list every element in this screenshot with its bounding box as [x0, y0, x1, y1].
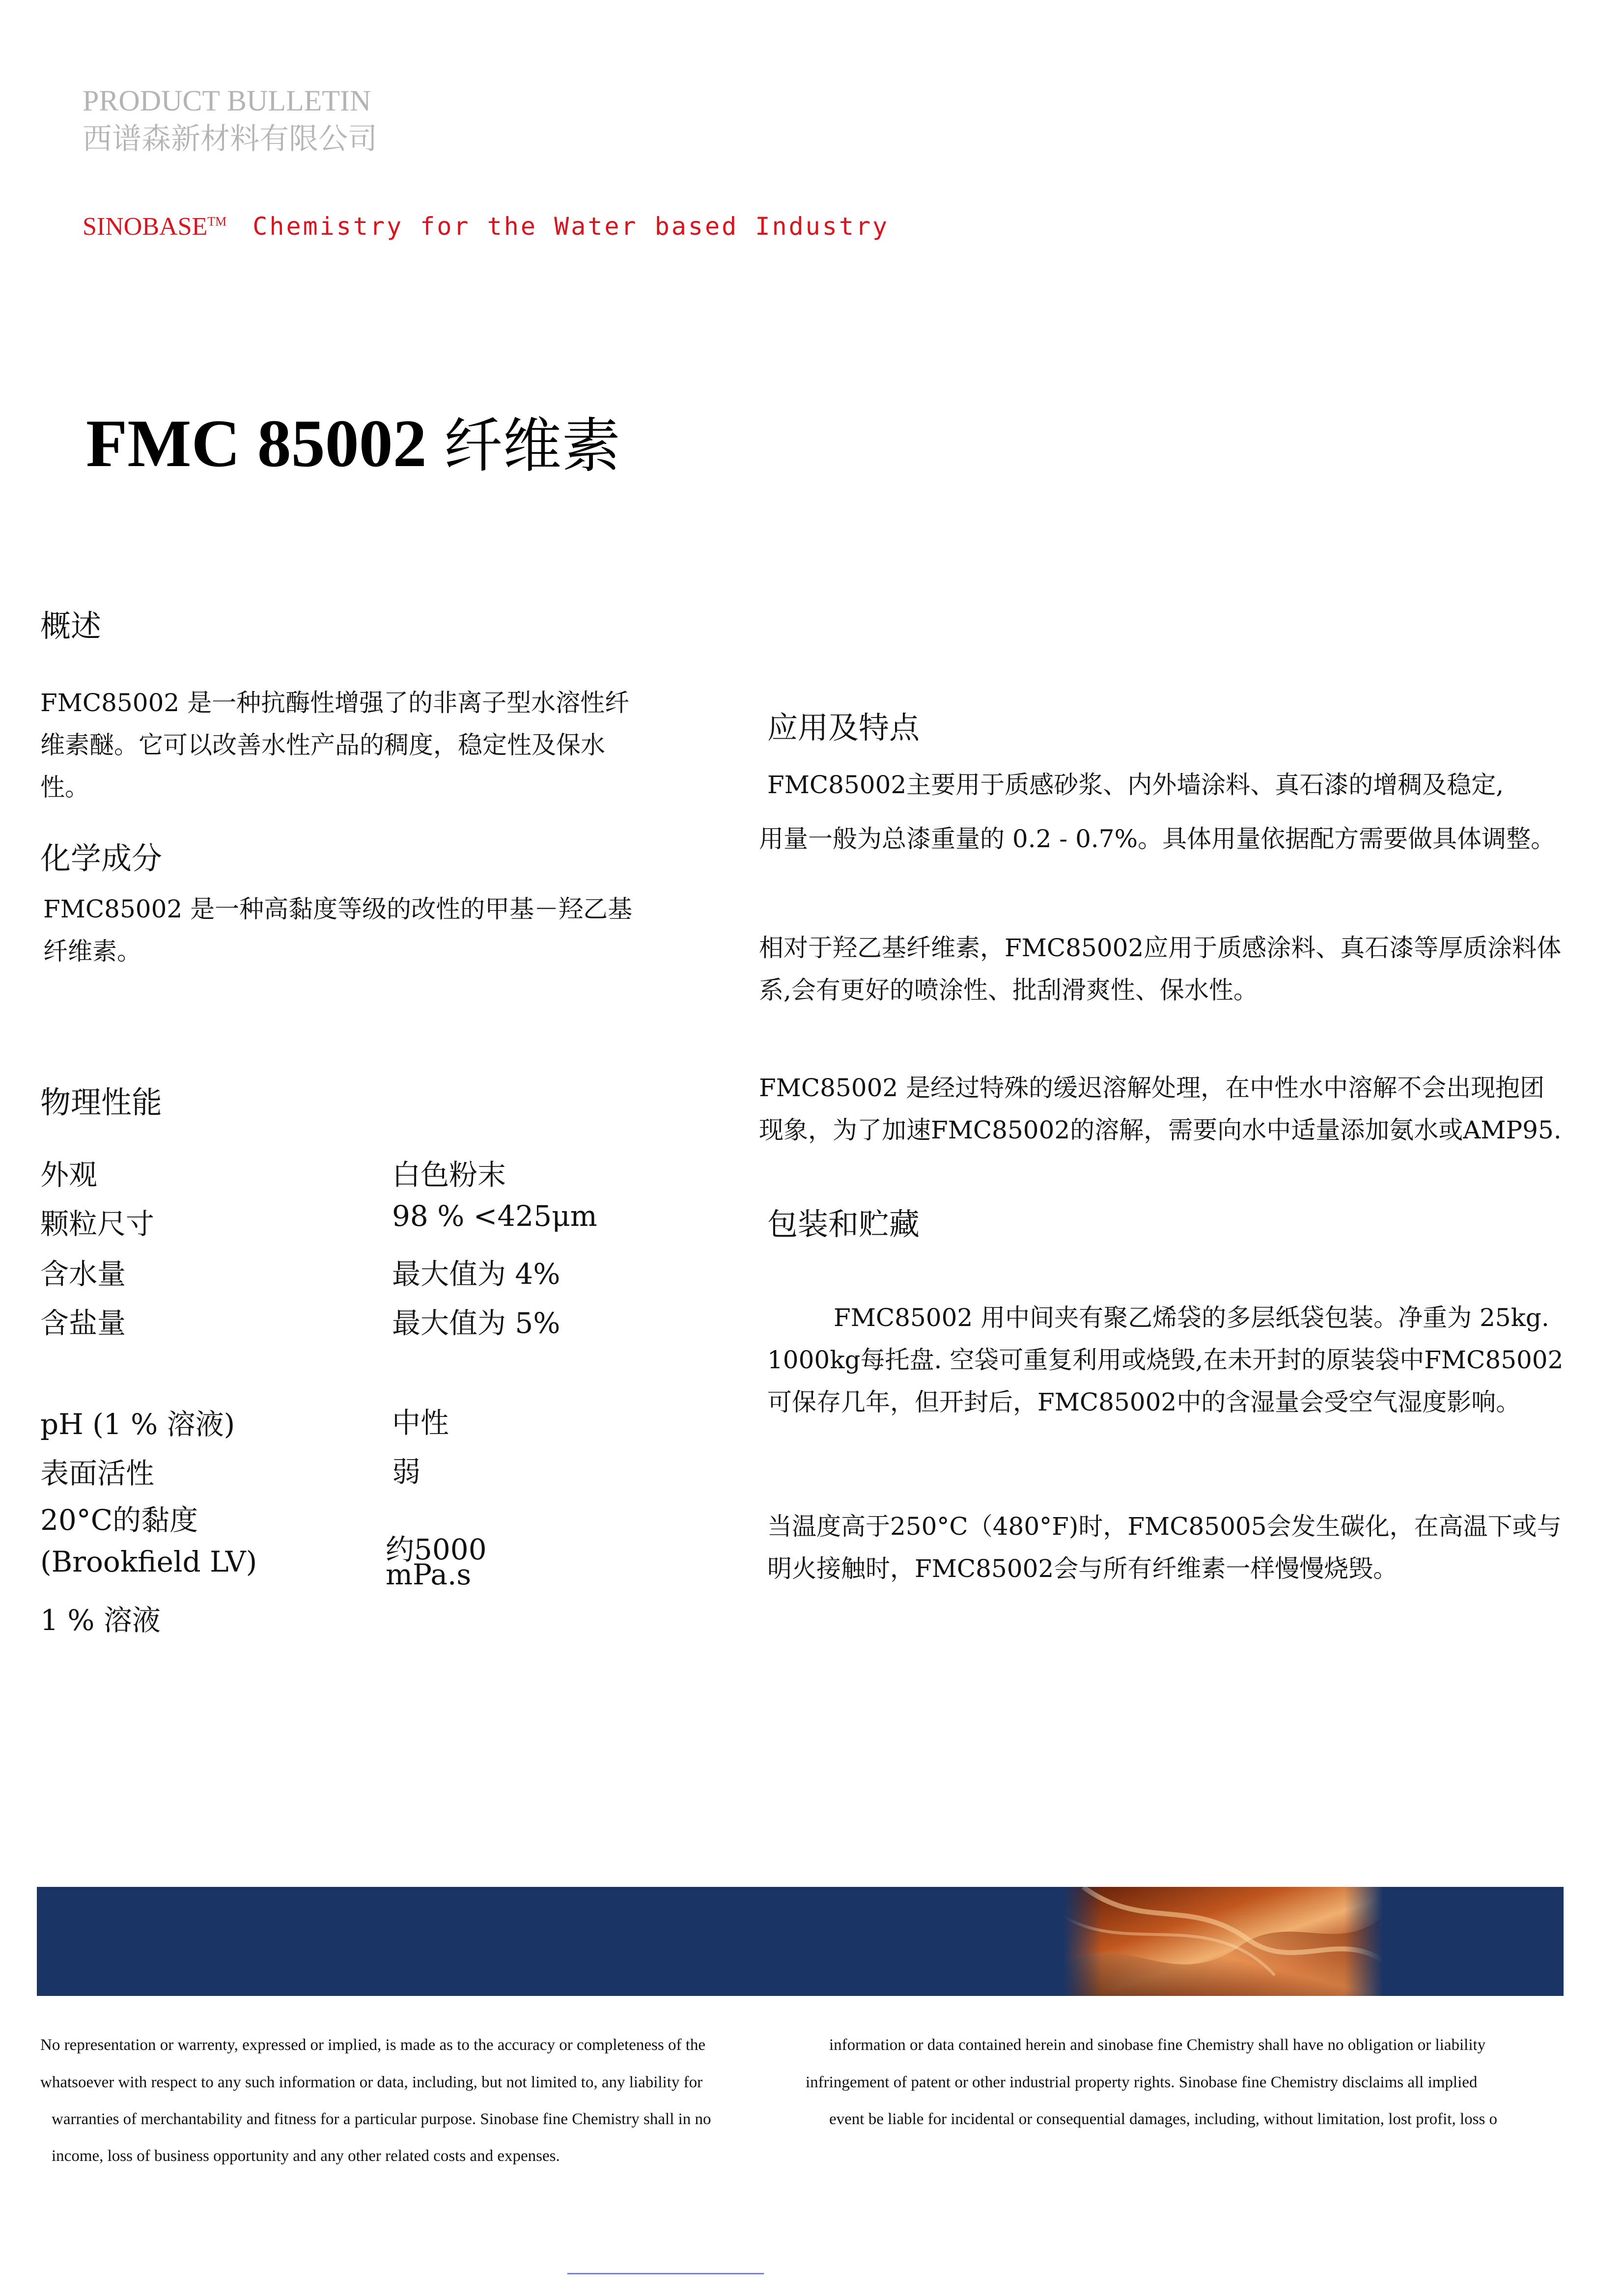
text-line: 维素醚。它可以改善水性产品的稠度，稳定性及保水: [40, 731, 605, 759]
prop-label-viscosity-2: (Brookfield LV): [40, 1545, 257, 1578]
brand-name: SINOBASE: [83, 213, 208, 241]
footer-banner: [37, 1887, 1564, 1996]
prop-value-ph: 中性: [392, 1406, 449, 1439]
text-line: 纤维素。: [43, 937, 141, 966]
packaging-para-2: [767, 1505, 1602, 1590]
prop-label-moisture: 含水量: [40, 1257, 126, 1291]
prop-label-appearance: 外观: [40, 1158, 98, 1191]
applications-para-2: [759, 927, 1594, 1011]
decorative-fabric-image: [1063, 1887, 1383, 1996]
applications-para-1-line-1: FMC85002主要用于质感砂浆、内外墙涂料、真石漆的增稠及稳定,: [767, 771, 1504, 799]
physical-heading: 物理性能: [40, 1084, 163, 1120]
composition-text: [43, 888, 682, 972]
applications-heading: 应用及特点: [767, 710, 920, 746]
text-line: 1000kg每托盘. 空袋可重复利用或烧毁,在未开封的原装袋中FMC85002: [767, 1346, 1564, 1374]
product-name: 纤维素: [444, 412, 621, 480]
brand-line: [83, 212, 889, 241]
prop-value-appearance: 白色粉末: [392, 1158, 506, 1191]
disclaimer-right-1: information or data contained herein and sinobase fine Chemistry shall have no obligation or liability: [829, 2036, 1486, 2054]
company-name: 西谱森新材料有限公司: [83, 123, 377, 155]
applications-para-3: [759, 1067, 1594, 1151]
prop-value-moisture: 最大值为 4%: [392, 1257, 560, 1291]
trademark-mark: TM: [207, 214, 227, 229]
disclaimer-left-2: whatsoever with respect to any such information or data, including, but not limited to, any liability for: [40, 2074, 703, 2091]
prop-label-ph: pH (1 % 溶液): [40, 1408, 235, 1441]
packaging-para-1: [767, 1297, 1602, 1423]
prop-label-salt: 含盐量: [40, 1306, 126, 1340]
text-line: 可保存几年，但开封后，FMC85002中的含湿量会受空气湿度影响。: [767, 1388, 1521, 1416]
text-line: 相对于羟乙基纤维素，FMC85002应用于质感涂料、真石漆等厚质涂料体: [759, 934, 1562, 962]
composition-heading: 化学成分: [40, 840, 163, 876]
text-line: 系,会有更好的喷涂性、批刮滑爽性、保水性。: [759, 976, 1258, 1004]
page-title: [86, 399, 620, 483]
text-line: 明火接触时，FMC85002会与所有纤维素一样慢慢烧毁。: [767, 1554, 1398, 1583]
brand-tagline: Chemistry for the Water based Industry: [252, 212, 890, 241]
text-line: FMC85002 是一种抗酶性增强了的非离子型水溶性纤: [40, 689, 630, 717]
footer-divider: [567, 2273, 764, 2274]
text-line: 当温度高于250°C（480°F)时，FMC85005会发生碳化，在高温下或与: [767, 1512, 1562, 1541]
text-line: FMC85002 是一种高黏度等级的改性的甲基－羟乙基: [43, 895, 633, 923]
disclaimer-left-1: No representation or warrenty, expressed or implied, is made as to the accuracy or completeness of the: [40, 2036, 706, 2054]
prop-value-surface-activity: 弱: [392, 1455, 421, 1489]
disclaimer-left-3: warranties of merchantability and fitness for a particular purpose. Sinobase fine Chemistry shall in no: [52, 2110, 711, 2128]
disclaimer-left-4: income, loss of business opportunity and any other related costs and expenses.: [52, 2147, 560, 2165]
overview-text: [40, 682, 679, 808]
prop-value-viscosity-1: 约5000: [386, 1533, 487, 1566]
product-bulletin-label: PRODUCT BULLETIN: [83, 84, 371, 117]
disclaimer-right-3: event be liable for incidental or consequential damages, including, without limitation, lost profit, loss o: [829, 2110, 1498, 2128]
packaging-heading: 包装和贮藏: [767, 1206, 920, 1242]
text-line: 现象，为了加速FMC85002的溶解，需要向水中适量添加氨水或AMP95.: [759, 1116, 1562, 1144]
text-line: FMC85002 是经过特殊的缓迟溶解处理，在中性水中溶解不会出现抱团: [759, 1074, 1545, 1102]
overview-heading: 概述: [40, 608, 102, 644]
prop-label-surface-activity: 表面活性: [40, 1457, 155, 1490]
applications-para-1-line-2: 用量一般为总漆重量的 0.2 - 0.7%。具体用量依据配方需要做具体调整。: [759, 825, 1556, 853]
prop-label-viscosity-3: 1 % 溶液: [40, 1604, 161, 1637]
prop-value-viscosity-2: mPa.s: [386, 1558, 472, 1591]
product-code: FMC 85002: [86, 406, 427, 481]
text-line: 性。: [40, 773, 89, 802]
prop-label-particle-size: 颗粒尺寸: [40, 1207, 155, 1241]
prop-value-particle-size: 98 % <425μm: [392, 1199, 597, 1233]
text-line: FMC85002 用中间夹有聚乙烯袋的多层纸袋包装。净重为 25kg.: [834, 1303, 1549, 1332]
prop-label-viscosity-1: 20°C的黏度: [40, 1503, 198, 1537]
prop-value-salt: 最大值为 5%: [392, 1306, 560, 1340]
disclaimer-right-2: infringement of patent or other industrial property rights. Sinobase fine Chemistry disclaims all implied: [806, 2074, 1478, 2091]
